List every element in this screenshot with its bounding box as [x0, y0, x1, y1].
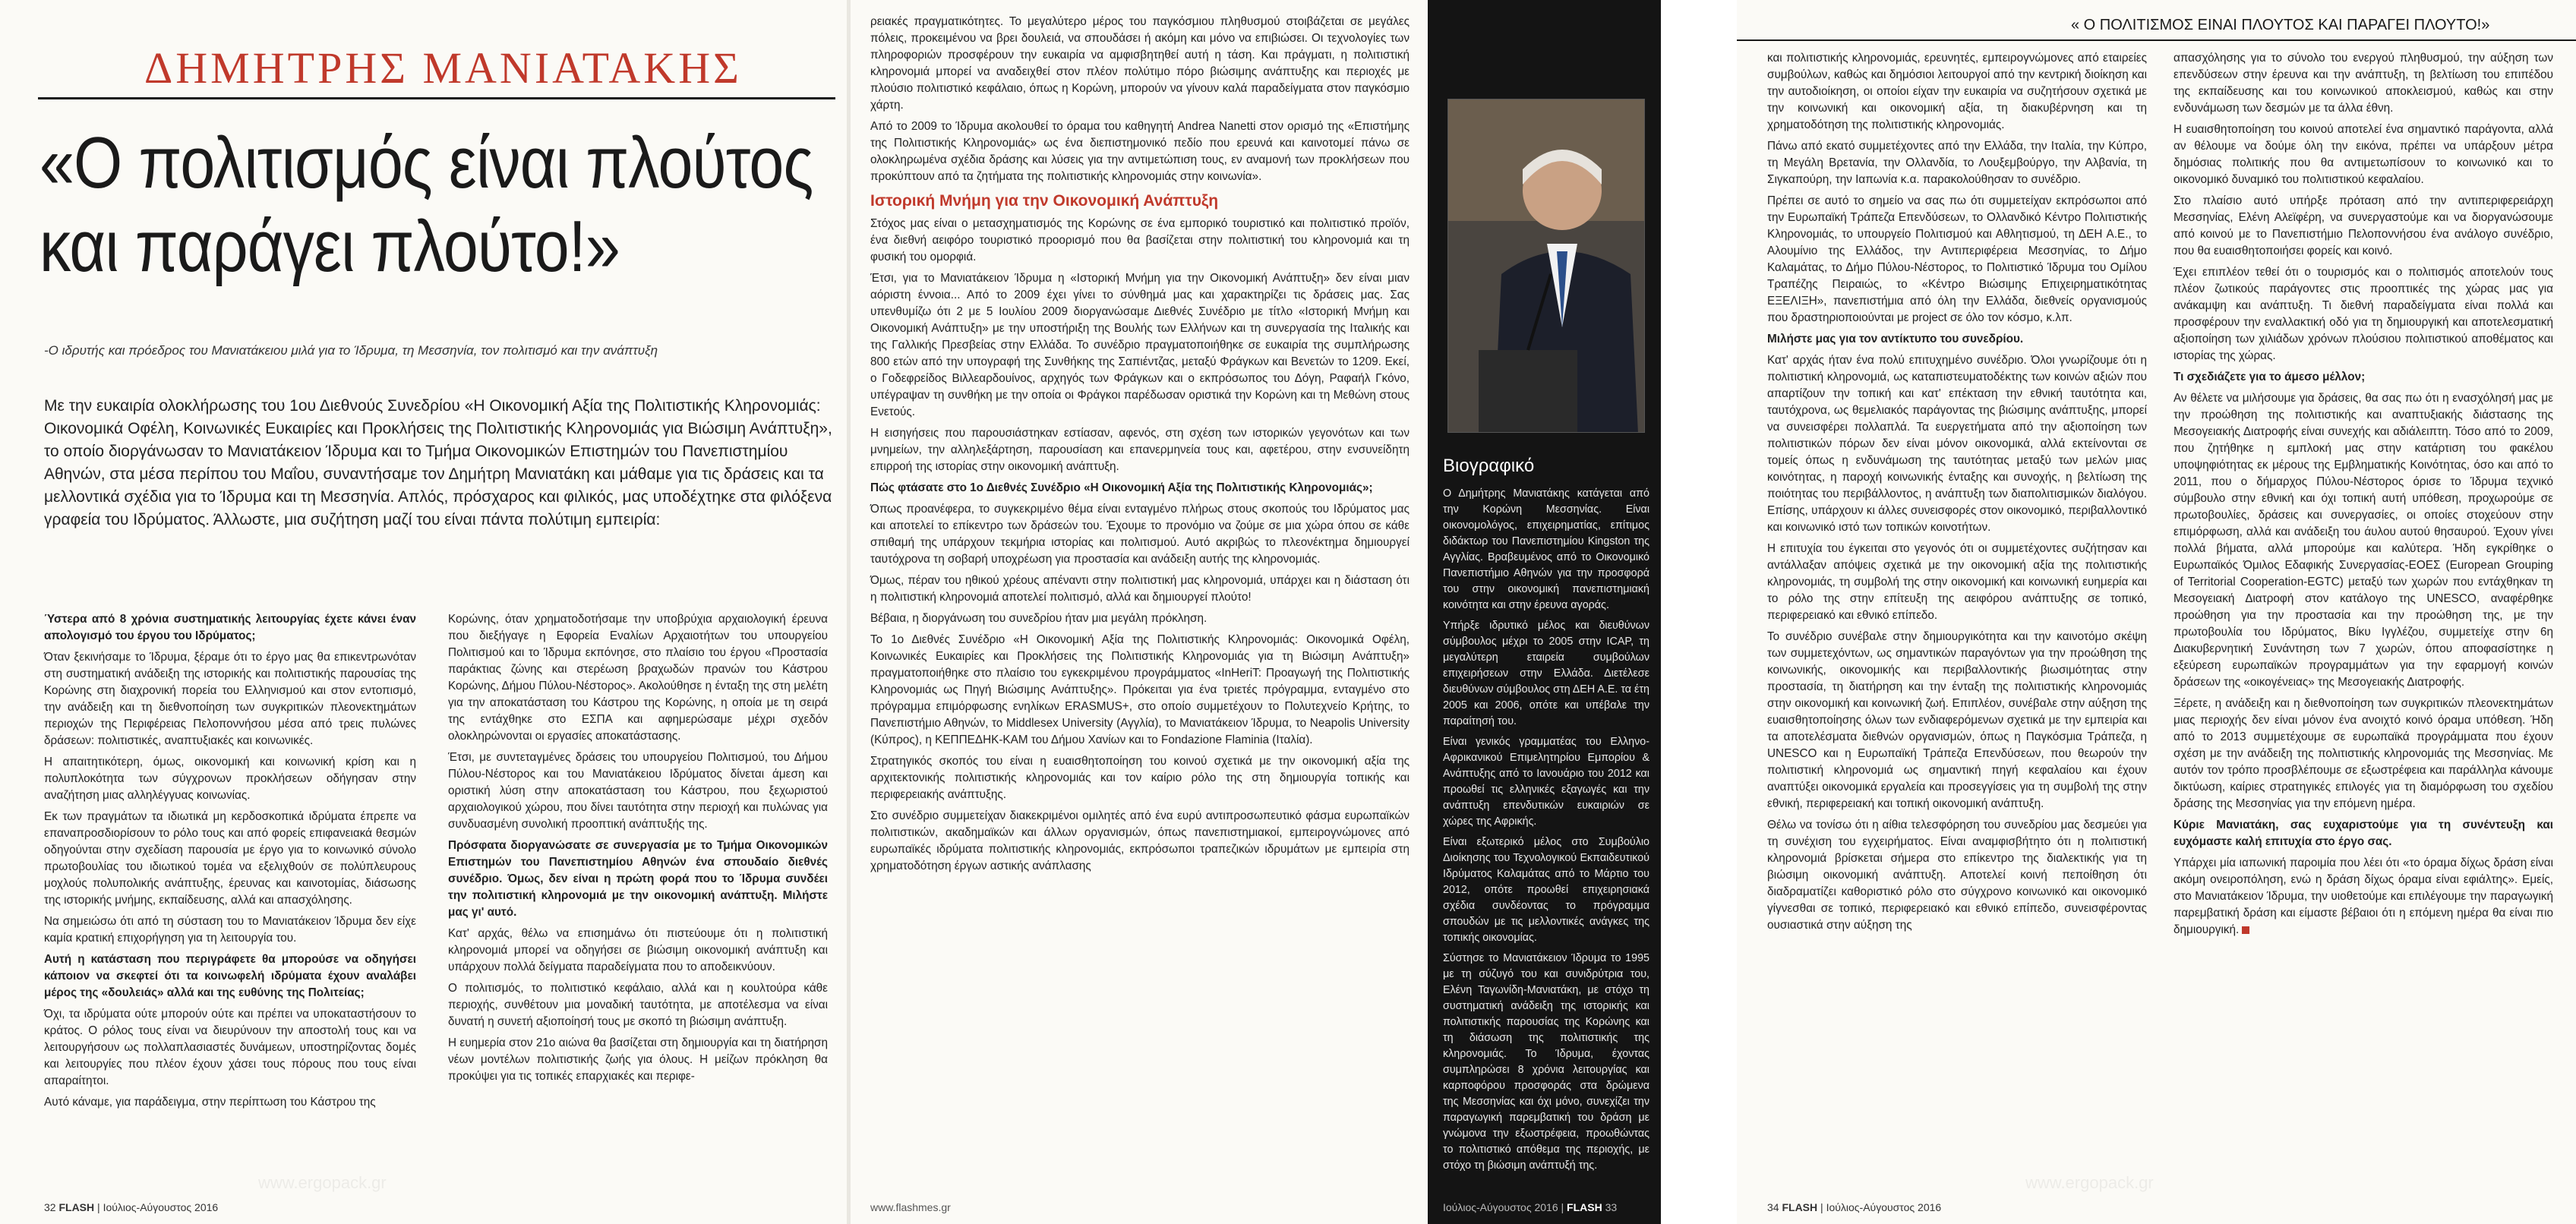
article-column-2	[448, 611, 828, 1090]
issue-date: Ιούλιος-Αύγουστος 2016	[1443, 1201, 1558, 1213]
paragraph: Ξέρετε, η ανάδειξη και η διεθνοποίηση των συγκριτικών πλεονεκτημάτων μιας περιοχής δεν είναι μόνον ένα ανοιχτό κοινό όραμα υπόθεση. Ήδη από το 2013 συμμετέχουμε σε ευρωπαϊκά προγράμματα που έχουν σχέση με την ανάδειξη της πολιτιστικής κληρονομιάς της Μεσσηνίας. Με αυτόν τον τρόπο προσβλέπουμε σε εξωστρέφεια και παράλληλα κάνουμε δικτύωση, καίριες στρατηγικές επιλογές για τη διαμόρφωση του σχεδίου δράσης της Μεσσηνίας για την επόμενη ημέρα.	[2174, 697, 2553, 810]
website-footer	[870, 1201, 951, 1213]
bio-title: Βιογραφικό	[1443, 456, 1535, 476]
paragraph: Από το 2009 το Ίδρυμα ακολουθεί το όραμα του καθηγητή Andrea Nanetti στον ορισμό της «Επιστήμης της Πολιτιστικής Κληρονομιάς» ως ένα διεπιστημονικό πεδίο που ερευνά και καινοτομεί πάνω σε ολοκληρωμένα σχέδια δράσης και λύσεις για την αντιμετώπιση τους, εν αναμονή των προκλήσεων που προκύπτουν από τα ζητήματα της πολιτιστικής κληρονομιάς στην κοινωνία».	[870, 120, 1410, 183]
watermark: www.ergopack.gr	[258, 1173, 387, 1192]
paragraph: Η εισηγήσεις που παρουσιάστηκαν εστίασαν, αφενός, στη σχέση των ιστορικών γεγονότων και των μνημείων, την αλληλεξάρτηση, παρουσίαση και επανερμηνεία τους και, αφετέρου, στην ενσυνείδητη επιρροή της ιστορίας στην οικονομική ανάπτυξη.	[870, 427, 1410, 473]
paragraph: Η ευαισθητοποίηση του κοινού αποτελεί ένα σημαντικό παράγοντα, αλλά αν θέλουμε να δούμε όλη την εικόνα, πρέπει να υπάρξουν μέτρα δημόσιας πολιτικής που θα αντιμετωπίσουν το κοινωνικό και το οικονομικό δυναμικό του πολιτιστικού κεφαλαίου.	[2174, 123, 2553, 186]
paragraph: Πρέπει σε αυτό το σημείο να σας πω ότι συμμετείχαν εκπρόσωποι από την Ευρωπαϊκή Τράπεζα Επενδύσεων, το Ολλανδικό Κέντρο Πολιτιστικής Κληρονομιάς, το υπουργείο Πολιτισμού και Αθλητισμού, τη ΔΕΗ Α.Ε., το Αλουμίνιο της Ελλάδος, την Αντιπεριφέρεια Μεσσηνίας, το Δήμο Καλαμάτας, το Δήμο Πύλου-Νέστορος, το Πολιτιστικό Ίδρυμα του Ομίλου Τραπέζης Πειραιώς, το «Κέντρο Βιώσιμης Επιχειρηματικότητας ΕΞΕΛΙΞΗ», πανεπιστήμια από όλη την Ελλάδα, διεθνείς οργανισμούς που δραστηριοποιούνται με project σε όλο τον κόσμο, κ.λπ.	[1767, 194, 2147, 324]
article-column-6	[2174, 50, 2553, 943]
paragraph: Στόχος μας είναι ο μετασχηματισμός της Κορώνης σε ένα εμπορικό τουριστικό και πολιτιστικό προϊόν, ένα διεθνή αειφόρο τουριστικό προορισμό που θα βασίζεται στην πολιτιστική του κληρονομιά και τη φυσική του ομορφιά.	[870, 217, 1410, 263]
page-34	[1737, 0, 2576, 1224]
bio-text	[1443, 486, 1649, 1178]
page-number: 32	[44, 1201, 56, 1213]
paragraph: Θέλω να τονίσω ότι η αίθια τελεσφόρηση του συνεδρίου μας δεσμεύει για τη συνέχιση του εγχειρήματος. Είναι αναμφισβήτητο ότι η πολιτιστική κληρονομιά βρίσκεται σήμερα στο επίκεντρο της διαλεκτικής για τη βιώσιμη οικονομική ανάπτυξη. Αποτελεί κοινή πεποίθηση ότι διαδραματίζει καθοριστικό ρόλο στο σύγχρονο κοινωνικό και οικονομικό γίγνεσθαι σε τοπικό, περιφερειακό και εθνικό επίπεδο, συνεισφέροντας ουσιαστικά στην αύξηση της	[1767, 819, 2147, 932]
interview-question: Ύστερα από 8 χρόνια συστηματικής λειτουργίας έχετε κάνει έναν απολογισμό του έργου του Ιδρύματος;	[44, 613, 416, 642]
running-head-rule	[1737, 39, 2576, 41]
bio-paragraph: Σύστησε το Μανιατάκειον Ίδρυμα το 1995 με τη σύζυγό του και συνιδρύτρια του, Ελένη Ταγωνίδη-Μανιατάκη, με στόχο τη συστηματική ανάδειξη της ιστορικής και πολιτιστικής παρουσίας της Κορώνης και τη διάσωση της πολιτιστικής της κληρονομιάς. Το Ίδρυμα, έχοντας συμπληρώσει 8 χρόνια λειτουργίας και καρποφόρου προσφοράς στα δρώμενα της Μεσσηνίας και όχι μόνο, συνεχίζει την παραγωγική παρεμβατική του δράση με γνώμονα την εξωστρέφεια, προωθώντας το πολιτιστικό απόθεμα της περιοχής, με στόχο τη βιώσιμη ανάπτυξή της.	[1443, 952, 1649, 1172]
section-subtitle: Ιστορική Μνήμη για την Οικονομική Ανάπτυξη	[870, 192, 1219, 210]
page-number: 33	[1605, 1201, 1618, 1213]
running-head: « Ο ΠΟΛΙΤΙΣΜΟΣ ΕΙΝΑΙ ΠΛΟΥΤΟΣ ΚΑΙ ΠΑΡΑΓΕΙ ΠΛΟΥΤΟ!»	[2071, 17, 2490, 33]
interview-question: Μιλήστε μας για τον αντίκτυπο του συνεδρίου.	[1767, 333, 2024, 345]
magazine-brand: FLASH	[1782, 1201, 1818, 1213]
speaker-at-podium-image	[1448, 99, 1645, 433]
interviewee-name-header: ΔΗΜΗΤΡΗΣ ΜΑΝΙΑΤΑΚΗΣ	[144, 43, 742, 93]
headline-line-1: «Ο πολιτισμός είναι πλούτος	[39, 122, 813, 203]
paragraph: Όπως προανέφερα, το συγκεκριμένο θέμα είναι ενταγμένο πλήρως στους σκοπούς του Ιδρύματος μας και αποτελεί το επίκεντρο των δράσεών του. Έχουμε το προνόμιο να ζούμε σε μια χώρα όπου σε κάθε σπιθαμή της υπάρχουν τεκμήρια ιστορίας και πολιτισμού. Αυτό ακριβώς το πλεονέκτημα δημιουργεί ταυτόχρονα τη σοβαρή υποχρέωση για προστασία και ανάδειξη αυτής της κληρονομιάς.	[870, 503, 1410, 566]
paragraph: Έτσι, για το Μανιατάκειον Ίδρυμα η «Ιστορική Μνήμη για την Οικονομική Ανάπτυξη» δεν είναι μιαν αόριστη έννοια... Από το 2009 έχει γίνει το σύνθημά μας και χαρακτηρίζει τις δράσεις μας. Σας υπενθυμίζω ότι 2 με 5 Ιουλίου 2009 διοργανώσαμε Διεθνές Συνέδριο με τίτλο «Ιστορική Μνήμη και Οικονομική Ανάπτυξη» με την υποστήριξη της Βουλής των Ελλήνων και τη συνεργασία της Ιταλικής και της Γαλλικής Πρεσβείας στην Ελλάδα. Το συνέδριο πραγματοποιήθηκε σε ευκαιρία της συμπλήρωσης 800 ετών από την υπογραφή της Συνθήκης της Σαπιέντζας, μεταξύ Φράγκων και Βενετών το 1209. Εκεί, ο Γοδεφρείδος Βιλλεαρδουίνος, αρχηγός των Φράγκων και ο εκπρόσωπος του Δόγη, Ραφαήλ Γκόνο, υπέγραψαν τη συνθήκη με την οποία οι Φράγκοι παρέδωσαν οριστικά την Κορώνη και τη Μεθώνη στους Ενετούς.	[870, 272, 1410, 418]
interview-question: Πρόσφατα διοργανώσατε σε συνεργασία με το Τμήμα Οικονομικών Επιστημών του Πανεπιστημίου Αθηνών ένα σπουδαίο διεθνές συνέδριο. Όμως, δεν είναι η πρώτη φορά που το Ίδρυμα συνδέει την πολιτιστική κληρονομιά με την οικονομική ανάπτυξη. Μιλήστε μας γι' αυτό.	[448, 839, 828, 919]
paragraph: Όχι, τα ιδρύματα ούτε μπορούν ούτε και πρέπει να υποκαταστήσουν το κράτος. Ο ρόλος τους είναι να διευρύνουν την αποστολή τους και να λειτουργήσουν ως πολλαπλασιαστές δυνάμεων, υποστηρίζοντας δομές και λειτουργίες που πλέον έχουν χάσει τους πόρους που τους είναι απαραίτητοι.	[44, 1008, 416, 1087]
paragraph: Κορώνης, όταν χρηματοδοτήσαμε την υποβρύχια αρχαιολογική έρευνα που διεξήγαγε η Εφορεία Εναλίων Αρχαιοτήτων του υπουργείου Πολιτισμού και το Ίδρυμα εκπόνησε, στο πλαίσιο του έργου «Προστασία παράκτιας ζώνης και στερέωση βραχωδών πρανών του Κάστρου Κορώνης, Δήμου Πύλου-Νέστορος». Ακολούθησε η ένταξη της στη μελέτη για την αποκατάσταση του Κάστρου της Κορώνης, η οποία με τη σειρά της εντάχθηκε στο ΕΣΠΑ και αφημερώσαμε μέχρι σχεδόν ολοκληρώνονται οι εργασίες αποκατάστασης.	[448, 613, 828, 743]
headline	[39, 121, 813, 289]
paragraph: Βέβαια, η διοργάνωση του συνεδρίου ήταν μια μεγάλη πρόκληση.	[870, 612, 1208, 625]
page-footer: 34 FLASH | Ιούλιος-Αύγουστος 2016	[1767, 1201, 1942, 1213]
paragraph: Ο πολιτισμός, το πολιτιστικό κεφάλαιο, αλλά και η κουλτούρα κάθε περιοχής, συνθέτουν μια μοναδική ταυτότητα, με αποτέλεσμα να είναι δυνατή η συνετή αξιοποίησή τους με σκοπό τη βιώσιμη ανάπτυξη.	[448, 982, 828, 1028]
bio-paragraph: Υπήρξε ιδρυτικό μέλος και διευθύνων σύμβουλος μέχρι το 2005 στην ICAP, τη μεγαλύτερη εταιρεία συμβούλων επιχειρήσεων στην Ελλάδα. Διετέλεσε διευθύνων σύμβουλος στη ΔΕΗ Α.Ε. τα έτη 2005 και 2006, οπότε και υπέβαλε την παραίτησή του.	[1443, 620, 1649, 727]
paragraph: Κατ' αρχάς ήταν ένα πολύ επιτυχημένο συνέδριο. Όλοι γνωρίζουμε ότι η πολιτιστική κληρονομιά, ως καταπιστευματοδέκτης των κοινών αξιών που απαρτίζουν την τοπική και κατ' επέκταση την εθνική ταυτότητα και, ταυτόχρονα, ως θεμελιακός παράγοντας της βιώσιμης ανάπτυξης, μπορεί να συνεισφέρει πολλαπλά. Τα ευεργετήματα από την αξιοποίηση των πολιτιστικών πόρων δεν είναι μόνον οικονομικά, αλλά εκτείνονται σε τομείς όπως η ενδυνάμωση της ταυτότητας μεταξύ των μελών μιας κοινότητας, η παροχή κοινωνικής ένταξης και συνοχής, η βελτίωση της ποιότητας του περιβάλλοντος, η ανάπτυξη των διαπολιτισμικών διαλόγου. Επίσης, υπάρχουν κι άλλες συνεισφορές στον οικονομικό, περιβαλλοντικό και κοινωνικό ιστό των τοπικών κοινοτήτων.	[1767, 354, 2147, 534]
paragraph: απασχόλησης για το σύνολο του ενεργού πληθυσμού, την αύξηση των επενδύσεων στην έρευνα και την ανάπτυξη, τη βελτίωση του επιπέδου της εκπαίδευσης και του κοινωνικού αποκλεισμού, καθώς και στην ενδυνάμωση των δεσμών με τα άλλα έθνη.	[2174, 52, 2553, 115]
paragraph: Κατ' αρχάς, θέλω να επισημάνω ότι πιστεύουμε ότι η πολιτιστική κληρονομιά μπορεί να οδηγήσει σε βιώσιμη οικονομική ανάπτυξη και υπάρχουν πολλά δείγματα παραδείγματα που το αποδεικνύουν.	[448, 927, 828, 973]
page-number: 34	[1767, 1201, 1779, 1213]
paragraph: Στρατηγικός σκοπός του είναι η ευαισθητοποίηση του κοινού σχετικά με την οικονομική αξία της αρχιτεκτονικής πολιτιστικής κληρονομιάς και τον καίριο ρόλο της στη δημιουργία τοπικής και περιφερειακής ανάπτυξης.	[870, 755, 1410, 801]
paragraph: Να σημειώσω ότι από τη σύσταση του το Μανιατάκειον Ίδρυμα δεν είχε καμία κρατική επιχορήγηση για τη λειτουργία του.	[44, 915, 416, 945]
magazine-brand: FLASH	[58, 1201, 95, 1213]
bio-paragraph: Είναι γενικός γραμματέας του Ελληνο-Αφρικανικού Επιμελητηρίου Εμπορίου & Ανάπτυξης από το Ιανουάριο του 2012 και προωθεί τις ελληνικές εξαγωγές και την ανάπτυξη επενδυτικών ευκαιριών σε χώρες της Αφρικής.	[1443, 736, 1649, 828]
paragraph: Στο πλαίσιο αυτό υπήρξε πρόταση από την αντιπεριφερειάρχη Μεσσηνίας, Ελένη Αλεϊφέρη, να συνεργαστούμε και να διοργανώσουμε από κοινού με το Πανεπιστήμιο Πελοποννήσου ένα ανάλογο συνέδριο, που θα ευαισθητοποιήσει φορείς και κοινό.	[2174, 194, 2553, 257]
watermark: www.ergopack.gr	[2025, 1173, 2154, 1192]
interview-question: Κύριε Μανιατάκη, σας ευχαριστούμε για τη συνέντευξη και ευχόμαστε καλή επιτυχία στο έργο σας.	[2174, 819, 2553, 848]
website-url: www.flashmes.gr	[870, 1201, 951, 1213]
page-32	[0, 0, 847, 1224]
page-footer: 32 FLASH | Ιούλιος-Αύγουστος 2016	[44, 1201, 219, 1213]
paragraph: Έτσι, με συντεταγμένες δράσεις του υπουργείου Πολιτισμού, του Δήμου Πύλου-Νέστορος και του Μανιατάκειου Ιδρύματος δίνεται άμεση και οριστική λύση στην αποκατάσταση του Κάστρου, που ξεχωριστού αρχαιολογικού χώρου, που δίνει ταυτότητα στην περιοχή και πυλώνας για συνδυασμένη συνολική προοπτική ανάπτυξής της.	[448, 751, 828, 831]
intro-paragraph: Με την ευκαιρία ολοκλήρωσης του 1ου Διεθνούς Συνεδρίου «Η Οικονομική Αξία της Πολιτιστικής Κληρονομιάς: Οικονομικά Οφέλη, Κοινωνικές Ευκαιρίες και Προκλήσεις της Πολιτιστικής Κληρονομιάς για Βιώσιμη Ανάπτυξη», το οποίο διοργάνωσαν το Μανιατάκειον Ίδρυμα και το Τμήμα Οικονομικών Επιστημών του Πανεπιστημίου Αθηνών, στα μέσα περίπου του Μαΐου, συναντήσαμε τον Δημήτρη Μανιατάκη και μάθαμε για τις δράσεις και τα μελλοντικά σχέδια για το Ίδρυμα και τη Μεσσηνία. Απλός, πρόσχαρος και φιλικός, μας υποδέχτηκε στα φιλόξενα γραφεία του Ιδρύματος. Άλλωστε, μια συζήτηση μαζί του είναι πάντα πολύτιμη εμπειρία:	[44, 397, 832, 528]
paragraph: Αν θέλετε να μιλήσουμε για δράσεις, θα σας πω ότι η ενασχόλησή μας με την προώθηση της πολιτιστικής και αναπτυξιακής διάστασης της Μεσογειακής Διατροφής είναι συνεχής και αδιάλειπτη. Τόσο από το 2009, που ζητήθηκε η εμπλοκή μας στην κατάρτιση του φακέλου υποψηφιότητας εκ μέρους της Εμβληματικής Κοινότητας, όσο και από το 2011, που ο δήμαρχος Πύλου-Νέστορος όρισε το Ίδρυμα τεχνικό σύμβουλο στην εθνική και όχι τοπική αυτή υπόθεση, προχωρούμε σε πρωτοβουλίες, δράσεις και συνεργασίες, οι οποίες στοχεύουν στην επιμόρφωση, αλλά και ανάδειξη του άυλου αυτού θησαυρού. Έχουν γίνει πολλά βήματα, αλλά μπορούμε και καλύτερα. Ήδη εγκρίθηκε ο Ευρωπαϊκός Όμιλος Εδαφικής Συνεργασίας-ΕΟΕΣ (European Grouping of Territorial Cooperation-EGTC) μεταξύ των χωρών που εντάχθηκαν τη Μεσογειακή Διατροφή στον κατάλογο της UNESCO, αναφέρθηκε προώθηση για την προστασία και την προώθηση της, με την πρωτοβουλία του Ιδρύματος, Βίκυ Ιγγλέζου, συμμετείχε στην 6η Διακυβερνητική Συνάντηση των 7 χωρών, όπου αποφασίστηκε η εξεύρεση ευρωπαϊκών προγραμμάτων για την εφαρμογή κοινών δράσεων της «οικογένειας» της Μεσογειακής Διατροφής.	[2174, 392, 2553, 689]
headline-line-2: και παράγει πλούτο!»	[39, 206, 620, 287]
bio-paragraph: Είναι εξωτερικό μέλος στο Συμβούλιο Διοίκησης του Τεχνολογικού Εκπαιδευτικού Ιδρύματος Καλαμάτας από το Μάρτιο του 2012, οπότε προωθεί επιχειρησιακά σχέδια συνδέοντας το πρόγραμμα σπουδών με τις μελλοντικές ανάγκες της τοπικής οικονομίας.	[1443, 836, 1649, 944]
interview-question: Πώς φτάσατε στο 1ο Διεθνές Συνέδριο «Η Οικονομική Αξία της Πολιτιστικής Κληρονομιάς»;	[870, 481, 1373, 494]
interview-question: Αυτή η κατάσταση που περιγράφετε θα μπορούσε να οδηγήσει κάποιον να σκεφτεί ότι τα κοινωφελή ιδρύματα έχουν αναλάβει μέρος της «δουλειάς» αλλά και της ευθύνης της Πολιτείας;	[44, 953, 416, 999]
paragraph: Το συνέδριο συνέβαλε στην δημιουργικότητα και την καινοτόμο σκέψη των συμμετεχόντων, ως σημαντικών παραγόντων για την προώθηση της κοινωνικής, οικονομικής και περιβαλλοντικής βιωσιμότητας στην προστασία, τη διατήρηση και την ένταξη της πολιτιστικής κληρονομιάς στην οικονομική και κοινωνική ζωή. Επιπλέον, συνέβαλε στην αύξηση της ευαισθητοποίησης όλων των ενδιαφερόμενων σχετικά με την εμπειρία και τα αποτελέσματα διεθνών οργανισμών, όπως η Παγκόσμια Τράπεζα, η UNESCO και η Ευρωπαϊκή Τράπεζα Επενδύσεων, που θεωρούν την πολιτιστική κληρονομιά ως σημαντική πηγή κεφαλαίου και έχουν αναπτύξει οικονομικά εργαλεία και προσεγγίσεις για τη συμβολή της στην εθνική, περιφερειακή και τοπική οικονομική ανάπτυξη.	[1767, 630, 2147, 810]
portrait-photo	[1447, 99, 1645, 433]
article-column-5	[1767, 50, 2147, 939]
magazine-brand: FLASH	[1567, 1201, 1602, 1213]
paragraph: Αυτό κάναμε, για παράδειγμα, στην περίπτωση του Κάστρου της	[44, 1096, 376, 1109]
issue-date: Ιούλιος-Αύγουστος 2016	[1826, 1201, 1942, 1213]
paragraph: Η ευημερία στον 21ο αιώνα θα βασίζεται στη δημιουργία και τη διατήρηση νέων μοντέλων πολιτιστικής ζωής για όλους. Η μείζων πρόκληση θα προκύψει για τις τοπικές επαρχιακές και περιφε-	[448, 1036, 828, 1083]
paragraph: Στο συνέδριο συμμετείχαν διακεκριμένοι ομιλητές από ένα ευρύ αντιπροσωπευτικό φάσμα ευρωπαϊκών πολιτιστικών, ακαδημαϊκών και άλλων οργανισμών, όπως πανεπιστημιακοί, εμπειρογνώμονες από ευρωπαϊκές ιδρύματα πολιτιστικής κληρονομιάς, εκπρόσωποι τραπεζικών ιδρυμάτων με εμπειρία στη χρηματοδότηση έργων αστικής ανάπλασης	[870, 809, 1410, 872]
article-column-3	[870, 14, 1410, 879]
page-33	[851, 0, 1661, 1224]
paragraph: Όταν ξεκινήσαμε το Ίδρυμα, ξέραμε ότι το έργο μας θα επικεντρωνόταν στη συστηματική ανάδειξη της ιστορικής και πολιτιστικής παρουσίας της Κορώνης στη διαχρονική πορεία του Ελληνισμού και στον εντοπισμό, την ανάδειξη και τη διεθνοποίηση των συγκριτικών πλεονεκτημάτων περιοχών της Περιφέρειας Πελοποννήσου μέσα από τρεις πυλώνες δράσεων: πολιτιστικές, αναπτυξιακές και κοινωνικές.	[44, 651, 416, 747]
paragraph: Όμως, πέραν του ηθικού χρέους απέναντι στην πολιτιστική μας κληρονομιά, υπάρχει και η διάσταση ότι η πολιτιστική κληρονομιά αποτελεί πολιτισμό, αλλά και δημιουργεί πλούτο!	[870, 574, 1410, 604]
paragraph: Εκ των πραγμάτων τα ιδιωτικά μη κερδοσκοπικά ιδρύματα έπρεπε να επαναπροσδιορίσουν το ρόλο τους και από φορείς επιφανειακά θεσμών οδηγούνται στην σχεδίαση παρουσία με έργο για το κοινωνικό σύνολο πρωτοβουλίας του ιδιωτικού τομέα να εξελιχθούν σε πολύπλευρους μοχλούς πολυπολικής ανάπτυξης, έρευνας και καινοτομίας, διάσωσης της ιστορικής μνήμης, εκπαίδευσης, αλλά και απασχόλησης.	[44, 810, 416, 907]
paragraph: ρειακές πραγματικότητες. Το μεγαλύτερο μέρος του παγκόσμιου πληθυσμού στοιβάζεται σε μεγάλες πόλεις, προκειμένου να βρει δουλειά, να σπουδάσει ή ακόμη και μόνο να επιβιώσει. Οι τεχνολογίες των πληροφοριών προσφέρουν την ευκαιρία να αμφισβητηθεί αυτή η τάση. Και πράγματι, η πολιτιστική κληρονομιά μπορεί να αναδειχθεί στον πλέον πολύτιμο πόρο βιώσιμης ανάπτυξης και περιοχές με πλούσιο πολιτιστικό κεφάλαιο, όπως η Κορώνη, μπορούν να γίνουν καλά παραδείγματα στον παγκόσμιο χάρτη.	[870, 15, 1410, 112]
subheadline: -Ο ιδρυτής και πρόεδρος του Μανιατάκειου μιλά για το Ίδρυμα, τη Μεσσηνία, τον πολιτισμό και την ανάπτυξη	[44, 343, 658, 358]
header-rule	[38, 97, 835, 99]
photo-panel	[1428, 0, 1661, 1224]
paragraph: και πολιτιστικής κληρονομιάς, ερευνητές, εμπειρογνώμονες από εταιρείες συμβούλων, καθώς και δημόσιοι λειτουργοί από την κεντρική διοίκηση και την αυτοδιοίκηση, οι οποίοι είχαν την ευκαιρία να συζητήσουν σχετικά με την κοινωνική και οικονομική αξία, τη διακυβέρνηση και τη χρηματοδότηση της πολιτιστικής κληρονομιάς.	[1767, 52, 2147, 131]
interview-question: Τι σχεδιάζετε για το άμεσο μέλλον;	[2174, 371, 2366, 383]
article-end-mark	[2242, 926, 2249, 934]
bio-paragraph: Ο Δημήτρης Μανιατάκης κατάγεται από την Κορώνη Μεσσηνίας. Είναι οικονομολόγος, επιχειρηματίας, επίτιμος διδάκτωρ του Πανεπιστημίου Kingston της Αγγλίας. Βραβευμένος από το Οικονομικό Πανεπιστήμιο Αθηνών για την προσφορά του στην οικονομική πανεπιστημιακή κοινότητα και στην έρευνα αγοράς.	[1443, 487, 1649, 611]
paragraph: Έχει επιπλέον τεθεί ότι ο τουρισμός και ο πολιτισμός αποτελούν τους πλέον ζωτικούς παράγοντες στις προοπτικές της χώρας μας για ανάκαμψη και ανάπτυξη. Τι διεθνή παραδείγματα είναι πολλά και προσφέρουν την εναλλακτική οδό για τη δημιουργική και αποτελεσματική αξιοποίηση των χιλιάδων χρόνων πλούσιου πολιτιστικού αποθέματος και ιστορίας της χώρας.	[2174, 266, 2553, 362]
spread-gap	[1661, 0, 1737, 1224]
paragraph: Το 1ο Διεθνές Συνέδριο «Η Οικονομική Αξία της Πολιτιστικής Κληρονομιάς: Οικονομικά Οφέλη, Κοινωνικές Ευκαιρίες και Προκλήσεις της Πολιτιστικής Κληρονομιάς για τη Βιώσιμη Ανάπτυξη» πραγματοποιήθηκε στο πλαίσιο του εγκεκριμένου προγράμματος «InHeriT: Προαγωγή της Πολιτιστικής Κληρονομιάς ως Πηγή Βιώσιμης Ανάπτυξης». Πρόκειται για ένα τριετές πρόγραμμα, ενταγμένο στο πρόγραμμα επιμόρφωσης ενηλίκων ERASMUS+, στο οποίο συμμετέχουν το Πολυτεχνείο Κρήτης, το Πανεπιστήμιο Αθηνών, το Middlesex University (Αγγλία), το Μανιατάκειον Ίδρυμα, το Neapolis University (Κύπρος), η ΚΕΠΠΕΔΗΚ-ΚΑΜ του Δήμου Χανίων και το Fondazione Flaminia (Ιταλία).	[870, 633, 1410, 746]
paragraph: Η απαιτητικότερη, όμως, οικονομική και κοινωνική κρίση και η πολυπλοκότητα των σύγχρονων προκλήσεων οδήγησαν στην αναζήτηση μιας αλληλέγγυας κοινωνίας.	[44, 756, 416, 802]
paragraph: Πάνω από εκατό συμμετέχοντες από την Ελλάδα, την Ιταλία, την Κύπρο, τη Μεγάλη Βρετανία, την Ολλανδία, το Λουξεμβούργο, την Αλβανία, τη Σιγκαπούρη, την Ιαπωνία κ.α. παρακολούθησαν το συνέδριο.	[1767, 140, 2147, 186]
paragraph: Υπάρχει μία ιαπωνική παροιμία που λέει ότι «το όραμα δίχως δράση είναι ακόμη ονειροπόληση, ενώ η δράση δίχως όραμα είναι εφιάλτης». Εμείς, στο Μανιατάκειον Ίδρυμα, την υιοθετούμε και επιλέγουμε την παραγωγική παρεμβατική δράση και είμαστε βέβαιοι ότι η επόμενη ημέρα θα είναι πιο δημιουργική.	[2174, 856, 2553, 936]
issue-date: Ιούλιος-Αύγουστος 2016	[103, 1201, 219, 1213]
article-column-1	[44, 611, 416, 1115]
paragraph: Η επιτυχία του έγκειται στο γεγονός ότι οι συμμετέχοντες συζήτησαν και αντάλλαξαν απόψεις σχετικά με την οικονομική αξία της πολιτιστικής κληρονομιάς, τη συμβολή της στην οικονομική και κοινωνική ευημερία και το ρόλο της στην επίτευξη της αειφόρου ανάπτυξης σε τοπικό, περιφερειακό και εθνικό επίπεδο.	[1767, 542, 2147, 622]
page-footer: Ιούλιος-Αύγουστος 2016 | FLASH 33	[1443, 1201, 1618, 1213]
